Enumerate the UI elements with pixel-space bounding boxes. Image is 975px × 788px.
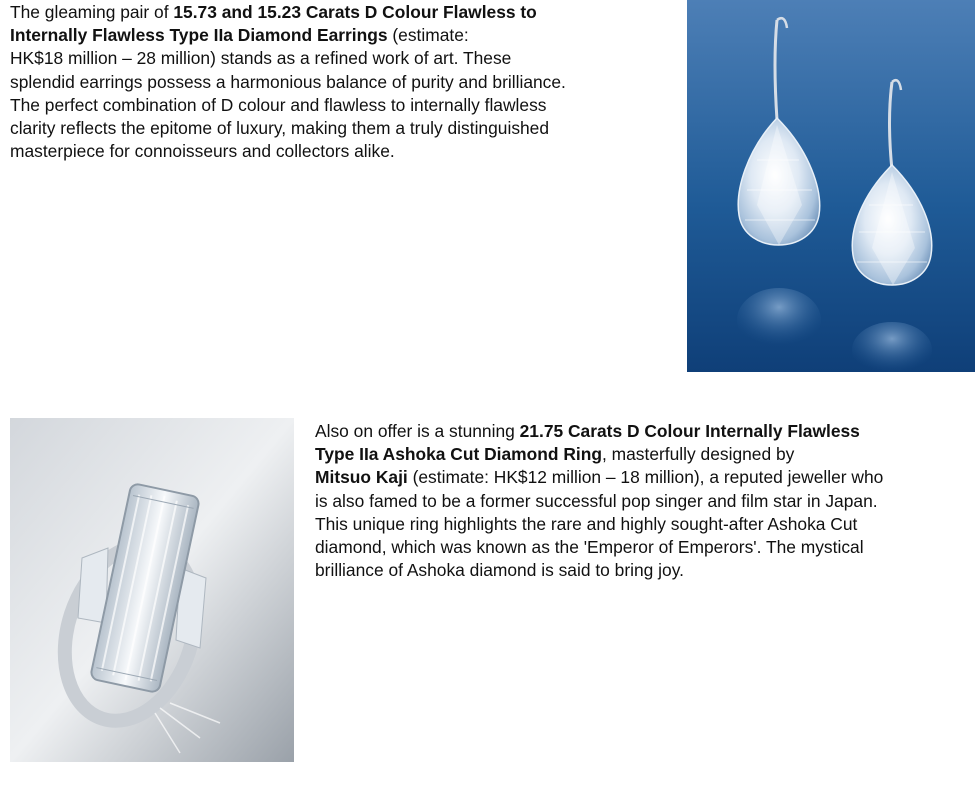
earrings-title-line2: Internally Flawless Type IIa Diamond Earrings	[10, 25, 388, 46]
ring-text-line5: This unique ring highlights the rare and highly sought-after Ashoka Cut	[315, 513, 858, 534]
earrings-intro-text: The gleaming pair of	[10, 2, 174, 22]
earrings-text-line7: masterpiece for connoisseurs and collectors alike.	[10, 141, 395, 162]
ring-designer-name: Mitsuo Kaji	[315, 467, 408, 488]
ring-description	[315, 420, 975, 582]
ring-intro-text: Also on offer is a stunning	[315, 421, 520, 441]
earrings-text-line6: clarity reflects the epitome of luxury, making them a truly distinguished	[10, 118, 550, 139]
earrings-text-line5: The perfect combination of D colour and flawless to internally flawless	[10, 94, 547, 115]
earrings-title-line1: 15.73 and 15.23 Carats D Colour Flawless to	[173, 2, 537, 22]
earrings-illustration	[687, 0, 975, 372]
ring-title-line2: Type IIa Ashoka Cut Diamond Ring	[315, 444, 602, 465]
ring-text-line6: diamond, which was known as the 'Emperor of Emperors'. The mystical	[315, 537, 864, 558]
earrings-description	[10, 1, 675, 163]
ring-photo	[10, 418, 294, 762]
earrings-text-line3: HK$18 million – 28 million) stands as a refined work of art. These	[10, 48, 512, 69]
earrings-text-line4: splendid earrings possess a harmonious balance of purity and brilliance.	[10, 71, 566, 92]
ring-title-line1: 21.75 Carats D Colour Internally Flawless	[519, 421, 860, 441]
ring-text-line4: is also famed to be a former successful pop singer and film star in Japan.	[315, 490, 878, 511]
earrings-photo	[687, 0, 975, 372]
ring-text-line3: (estimate: HK$12 million – 18 million), a reputed jeweller who	[407, 467, 884, 488]
ring-illustration	[10, 418, 294, 762]
ring-text-line7: brilliance of Ashoka diamond is said to bring joy.	[315, 560, 684, 581]
ring-after-title: , masterfully designed by	[601, 444, 795, 465]
earrings-estimate-open: (estimate:	[387, 25, 469, 46]
